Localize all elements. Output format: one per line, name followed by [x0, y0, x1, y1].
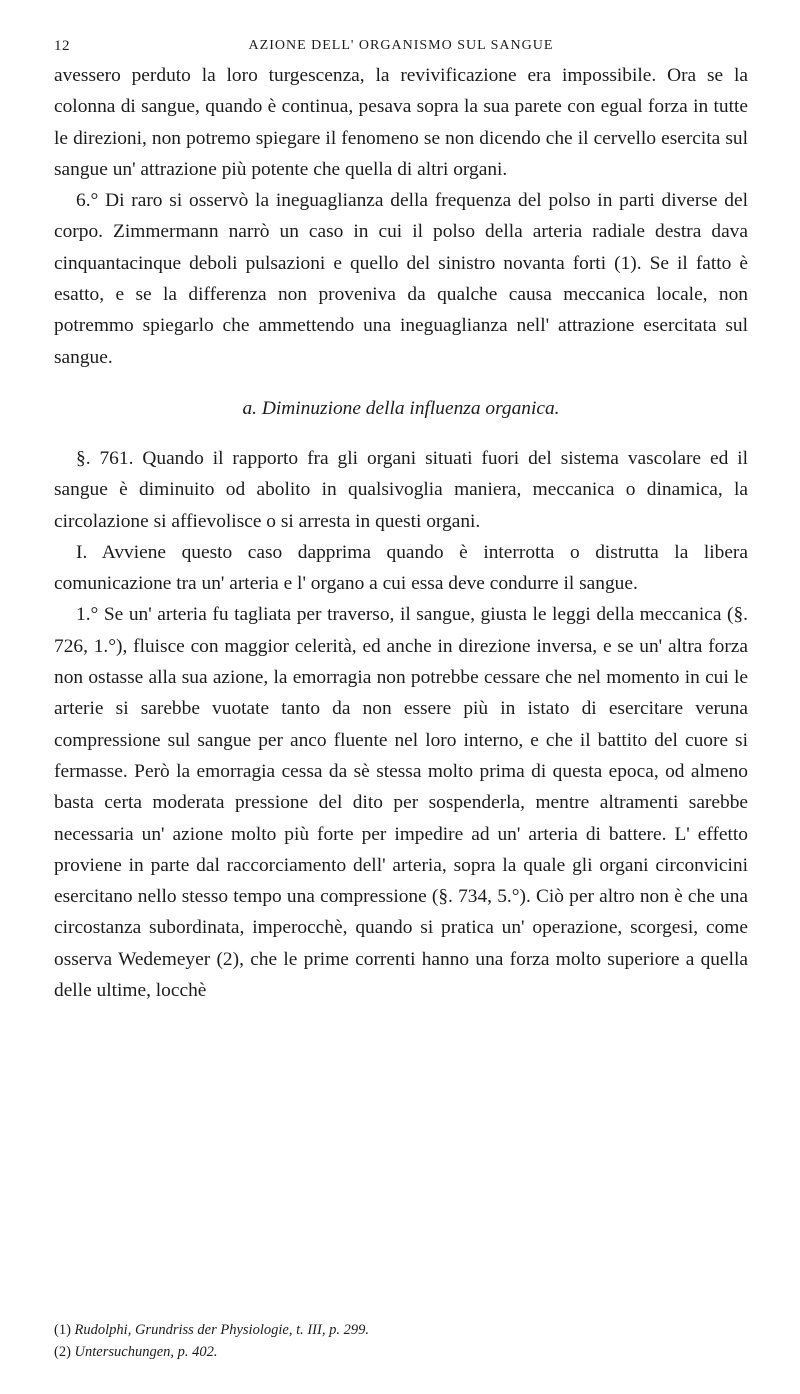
running-title: AZIONE DELL' ORGANISMO SUL SANGUE [248, 38, 554, 53]
footnote-mark: (2) [54, 1344, 71, 1360]
running-head [54, 16, 748, 60]
footnote [54, 1319, 748, 1341]
paragraph: 1.° Se un' arteria fu tagliata per traverso, il sangue, giusta le leggi della meccanica (§. 726, 1.°), fluisce con maggior celerità, ed anche in direzione inversa, e se un' altra forza non ostasse alla sua azione, la emorragia non potrebbe cessare che nel momento in cui le arterie si sarebbe vuotate tanto da non essere più in istato di esercitare veruna compressione sul sangue per anco fluente nel loro interno, e che il battito del cuore si fermasse. Però la emorragia cessa da sè stessa molto prima di questa epoca, od almeno basta certa moderata pressione del dito per sospenderla, mentre altramenti sarebbe necessaria un' azione molto più forte per impedire ad un' arteria di battere. L' effetto proviene in parte dal raccorciamento dell' arteria, sopra la quale gli organi circonvicini esercitano nello stesso tempo una compressione (§. 734, 5.°). Ciò per altro non è che una circostanza subordinata, imperocchè, quando si pratica un' operazione, scorgesi, come osserva Wedemeyer (2), che le prime correnti hanno una forza molto superiore a quella delle ultime, locchè [54, 604, 748, 1002]
paragraph: I. Avviene questo caso dapprima quando è interrotta o distrutta la libera comunicazione tra un' arteria e l' organo a cui essa deve condurre il sangue. [54, 541, 748, 595]
book-page [0, 16, 800, 1394]
paragraph: avessero perduto la loro turgescenza, la revivificazione era impossibile. Ora se la colonna di sangue, quando è continua, pesava sopra la sua parete con egual forza in tutte le direzioni, non potremo spiegare il fenomeno se non dicendo che il cervello esercita sul sangue un' attrazione più potente che quella di altri organi. [54, 65, 748, 180]
body-text [54, 60, 748, 1006]
paragraph: §. 761. Quando il rapporto fra gli organi situati fuori del sistema vascolare ed il sangue è diminuito od abolito in qualsivoglia maniera, meccanica o dinamica, la circolazione si affievolisce o si arresta in questi organi. [54, 447, 748, 532]
footnote [54, 1341, 748, 1363]
paragraph: 6.° Di raro si osservò la ineguaglianza della frequenza del polso in parti diverse del corpo. Zimmermann narrò un caso in cui il polso della arteria radiale destra dava cinquantacinque deboli pulsazioni e quello del sinistro novanta forti (1). Se il fatto è esatto, e se la differenza non proveniva da qualche causa meccanica locale, non potremmo spiegarlo che ammettendo una ineguaglianza nell' attrazione esercitata sul sangue. [54, 190, 748, 368]
footnote-text: Untersuchungen, p. 402. [74, 1344, 218, 1360]
footnote-mark: (1) [54, 1322, 71, 1338]
footnote-text: Rudolphi, Grundriss der Physiologie, t. III, p. 299. [74, 1322, 369, 1338]
page-number: 12 [54, 38, 70, 54]
section-subheading: a. Diminuzione della influenza organica. [242, 397, 560, 419]
footnotes [54, 1319, 748, 1363]
